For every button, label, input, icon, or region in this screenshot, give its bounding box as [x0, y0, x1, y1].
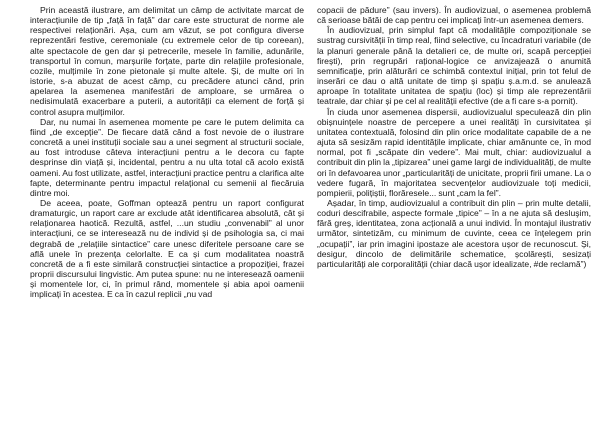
right-paragraph-2: În ciuda unor asemenea dispersii, audiovizualul speculează din plin obișnuințele noastre de percepere a unei realități în cursivitatea și unitatea contextuală, folosind din plin orice modalitate capabile de a ne ajuta să sesizăm rapid identitățile implicate, chiar amănunte ce, în mod normal, pot fi „scăpate din vedere”. Mai mult, chiar: audiovizualul a contribuit din plin la „tipizarea” unei game largi de individualități, de multe ori în defavoarea unor „particularități de unicitate, proprii firii umane. La o vedere fugară, în majoritatea secvențelor audiovizuale toți medicii, pompierii, polițiștii, florăresele... sunt „cam la fel”. — [317, 106, 591, 198]
left-paragraph-2: Dar, nu numai în asemenea momente pe care le putem delimita ca fiind „de excepție”. De fiecare dată când a fost nevoie de o ilustrare concretă a unei instituții sociale sau a unei segment al structurii sociale, au fost introduse câteva interacțiuni pentru a le decora cu fapte desprinse din viață și, incidental, pentru a nu ulta total că acolo există oameni. Au fost utilizate, astfel, interacțiuni practice pentru a clarifica alte fapte, determinante pentru impactul relațional cu semenii al fiecăruia dintre moi. — [30, 116, 304, 198]
right-paragraph-1: În audiovizual, prin simplul fapt că modalitățile compoziționale se sustrag cursivității în timp real, fiind selective, cu încadraturi variabile (de la planuri generale până la detalieri ce, de multe ori, scapă percepției firești), prin regrupări rațional-logice ce anvizajează o anumită semnificație, prin alăturări ce schimbă contextul inițial, prin tot felul de inserări ce dau o altă unitate de timp și spațiu ș.a.m.d. se anulează aproape în totalitate unitatea de spațiu (loc) și timp ale reprezentării teatrale, dar chiar și pe cel al realității efective (de a fi care s-a pornit). — [317, 25, 591, 107]
left-paragraph-3: De aceea, poate, Goffman optează pentru un raport configurat dramaturgic, un raport care ar exclude atât identificarea absolută, cât și relaționarea haotică. Rezultă, astfel, ...un studiu „convenabil” al unor interacțiuni, ce se interesează nu de individ și de psihologia sa, ci mai degrabă de „relațiile sintactice” care unesc diferitele persoane care se află unele în prezența celorlalte. E ca și cum modalitatea noastră concretă de a fi este similară construcției sintactice a propoziției, frazei proprii discursului lingvistic. Am putea spune: nu ne interesează oamenii și momentele lor, ci, în primul rând, momentele și abia apoi oamenii implicați în acestea. E ca în cazul replicii „nu vad — [30, 197, 304, 300]
left-paragraph-1: Prin această ilustrare, am delimitat un câmp de activitate marcat de interacțiunile de tip „față în față” dar care este structurat de norme ale respectivei relaționări. Așa, cum am văzut, se pot configura diverse reprezentări festive, ceremoniale (cu extremele celor de tip coreean), alte spectacole de gen dar și petrecerile, mesele în familie, adunările, transportul în comun, marșurile forțate, parte din relațiile profesionale, cozile, mulțimile în zone pietonale și multe altele. Și, de multe ori în istorie, s-a abuzat de acest câmp, cu precădere atunci când, prin apelarea la asemenea manifestări de amploare, se urmărea o nedisimulată exacerbare a puterii, a autorității ca element de forță și control asupra mulțimilor. — [30, 5, 304, 117]
right-column — [317, 5, 591, 418]
right-paragraph-3: Așadar, în timp, audiovizualul a contribuit din plin – prin multe detalii, coduri descifrabile, aspecte formale „tipice” – în a ne ajuta să desluşim, fără greș, identitatea, zona acțională a unui individ. În montajul ilustrativ următor, sintetizăm, cu minimum de cuvinte, ceea ce înțelegem prin „ocupații”, iar prin imagini ipostaze ale acestora ușor de recunoscut. Și, desigur, dincolo de delimitările schematice, școlărești, sesizați particularități ale corporalității (chiar dacă ușor idealizate, #de reclamă”) — [317, 197, 591, 269]
right-continuation-paragraph: copacii de pădure” (sau invers). În audiovizual, o asemenea problemă că serioase bătăi de cap pentru cei implicați într-un asemenea demers. — [317, 5, 591, 26]
left-column — [30, 5, 304, 418]
